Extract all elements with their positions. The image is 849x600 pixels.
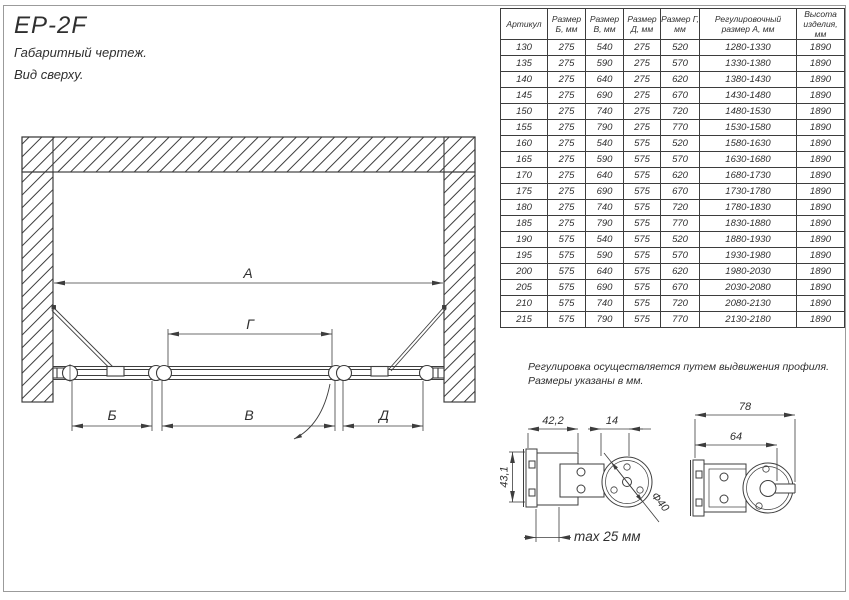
table-cell: 1890 <box>797 216 845 232</box>
dimension-d <box>343 381 423 431</box>
table-cell: 575 <box>548 232 586 248</box>
table-cell: 2030-2080 <box>700 280 797 296</box>
table-cell: 145 <box>501 88 548 104</box>
dim-label-g: Г <box>246 316 254 332</box>
table-cell: 1480-1530 <box>700 104 797 120</box>
table-cell: 740 <box>586 104 624 120</box>
table-cell: 170 <box>501 168 548 184</box>
table-cell: 670 <box>661 184 700 200</box>
table-cell: 180 <box>501 200 548 216</box>
detail-left-height-label: 43,1 <box>498 466 511 488</box>
table-cell: 275 <box>548 136 586 152</box>
table-cell: 200 <box>501 264 548 280</box>
table-cell: 1430-1480 <box>700 88 797 104</box>
table-cell: 575 <box>548 248 586 264</box>
table-cell: 150 <box>501 104 548 120</box>
detail-left-dim-adjust <box>524 507 571 542</box>
table-cell: 275 <box>624 104 661 120</box>
table-cell: 620 <box>661 264 700 280</box>
table-cell: 590 <box>586 56 624 72</box>
table-cell: 2130-2180 <box>700 312 797 328</box>
drawing-subtitle-1: Габаритный чертеж. <box>14 45 147 60</box>
detail-left-diameter-label: Ф40 <box>648 490 672 515</box>
table-cell: 770 <box>661 216 700 232</box>
table-cell: 275 <box>624 56 661 72</box>
table-cell: 575 <box>548 296 586 312</box>
brace-right-mount <box>371 367 388 377</box>
table-cell: 575 <box>624 264 661 280</box>
table-cell: 570 <box>661 152 700 168</box>
table-cell: 590 <box>586 152 624 168</box>
table-cell: 160 <box>501 136 548 152</box>
table-cell: 1890 <box>797 88 845 104</box>
table-cell: 190 <box>501 232 548 248</box>
detail-profile-extended <box>499 415 672 544</box>
table-cell: 575 <box>624 168 661 184</box>
table-cell: 210 <box>501 296 548 312</box>
table-cell: 620 <box>661 168 700 184</box>
table-cell: 1380-1430 <box>700 72 797 88</box>
table-cell: 1890 <box>797 72 845 88</box>
dimension-b <box>72 381 152 431</box>
detail-right-total-label: 78 <box>738 401 752 413</box>
table-cell: 1890 <box>797 168 845 184</box>
model-name: EP-2F <box>14 12 88 39</box>
brace-left <box>52 306 114 371</box>
table-cell: 720 <box>661 200 700 216</box>
roller-right <box>329 366 352 381</box>
table-header-cell: Артикул <box>501 9 548 40</box>
table-cell: 1890 <box>797 248 845 264</box>
table-cell: 770 <box>661 120 700 136</box>
table-cell: 520 <box>661 136 700 152</box>
detail-left-dim-height <box>509 452 525 502</box>
table-cell: 1780-1830 <box>700 200 797 216</box>
dim-label-v: В <box>244 407 254 423</box>
table-cell: 640 <box>586 168 624 184</box>
table-cell: 275 <box>548 168 586 184</box>
detail-left-adjust-label: max 25 мм <box>574 529 641 544</box>
table-cell: 640 <box>586 264 624 280</box>
table-cell: 520 <box>661 232 700 248</box>
table-cell: 1890 <box>797 184 845 200</box>
table-cell: 670 <box>661 88 700 104</box>
table-cell: 1730-1780 <box>700 184 797 200</box>
wall-left <box>22 137 53 402</box>
brace-right <box>389 306 446 372</box>
table-cell: 1930-1980 <box>700 248 797 264</box>
table-cell: 640 <box>586 72 624 88</box>
table-cell: 175 <box>501 184 548 200</box>
table-cell: 275 <box>548 200 586 216</box>
table-cell: 740 <box>586 296 624 312</box>
table-cell: 130 <box>501 40 548 56</box>
table-cell: 275 <box>624 72 661 88</box>
drawing-subtitle-2: Вид сверху. <box>14 67 84 82</box>
table-cell: 690 <box>586 280 624 296</box>
table-cell: 135 <box>501 56 548 72</box>
table-header-cell: Высота изделия, мм <box>797 9 845 40</box>
table-cell: 690 <box>586 88 624 104</box>
note-line-2: Размеры указаны в мм. <box>528 375 644 387</box>
table-cell: 195 <box>501 248 548 264</box>
detail-profile-retracted <box>691 401 797 516</box>
table-cell: 575 <box>624 280 661 296</box>
table-cell: 575 <box>548 280 586 296</box>
table-cell: 275 <box>624 40 661 56</box>
wall-top <box>22 137 475 172</box>
table-cell: 790 <box>586 120 624 136</box>
detail-left-slot-label: 14 <box>605 415 619 427</box>
table-cell: 1890 <box>797 232 845 248</box>
table-cell: 1890 <box>797 56 845 72</box>
brace-left-mount <box>107 367 124 377</box>
table-cell: 1680-1730 <box>700 168 797 184</box>
table-cell: 590 <box>586 248 624 264</box>
table-cell: 690 <box>586 184 624 200</box>
table-cell: 1890 <box>797 264 845 280</box>
table-cell: 185 <box>501 216 548 232</box>
table-cell: 1330-1380 <box>700 56 797 72</box>
table-cell: 275 <box>548 184 586 200</box>
table-cell: 570 <box>661 56 700 72</box>
table-cell: 155 <box>501 120 548 136</box>
table-cell: 575 <box>624 200 661 216</box>
main-top-view <box>22 137 475 439</box>
table-header-cell: Регулировочный размер А, мм <box>700 9 797 40</box>
table-cell: 1530-1580 <box>700 120 797 136</box>
table-cell: 540 <box>586 232 624 248</box>
table-cell: 2080-2130 <box>700 296 797 312</box>
table-cell: 275 <box>548 56 586 72</box>
detail-left-width-label: 42,2 <box>542 415 564 427</box>
table-cell: 275 <box>624 120 661 136</box>
dimension-g <box>168 329 332 367</box>
table-cell: 620 <box>661 72 700 88</box>
table-cell: 1880-1930 <box>700 232 797 248</box>
table-cell: 275 <box>548 40 586 56</box>
table-cell: 740 <box>586 200 624 216</box>
table-cell: 275 <box>548 216 586 232</box>
table-cell: 1280-1330 <box>700 40 797 56</box>
table-cell: 520 <box>661 40 700 56</box>
table-cell: 1630-1680 <box>700 152 797 168</box>
table-cell: 540 <box>586 40 624 56</box>
dim-label-d: Д <box>379 407 389 423</box>
roller-left <box>149 366 172 381</box>
table-cell: 670 <box>661 280 700 296</box>
detail-right-center-label: 64 <box>729 431 743 443</box>
table-cell: 1980-2030 <box>700 264 797 280</box>
table-cell: 205 <box>501 280 548 296</box>
table-cell: 1580-1630 <box>700 136 797 152</box>
table-cell: 575 <box>624 296 661 312</box>
table-cell: 215 <box>501 312 548 328</box>
table-cell: 1830-1880 <box>700 216 797 232</box>
table-cell: 1890 <box>797 200 845 216</box>
table-cell: 275 <box>548 88 586 104</box>
table-cell: 575 <box>624 152 661 168</box>
table-cell: 575 <box>624 216 661 232</box>
detail-left-dim-slot <box>588 429 651 456</box>
table-cell: 1890 <box>797 104 845 120</box>
table-header-cell: Размер Д, мм <box>624 9 661 40</box>
table-cell: 1890 <box>797 152 845 168</box>
table-header-cell: Размер В, мм <box>586 9 624 40</box>
table-cell: 540 <box>586 136 624 152</box>
table-cell: 575 <box>548 264 586 280</box>
table-cell: 575 <box>624 312 661 328</box>
table-cell: 275 <box>548 152 586 168</box>
table-cell: 790 <box>586 216 624 232</box>
note-line-1: Регулировка осуществляется путем выдвижения профиля. <box>528 361 830 373</box>
table-cell: 275 <box>548 120 586 136</box>
table-cell: 720 <box>661 104 700 120</box>
table-cell: 275 <box>624 88 661 104</box>
table-cell: 575 <box>624 136 661 152</box>
dim-label-b: Б <box>107 407 117 423</box>
table-header-cell: Размер Б, мм <box>548 9 586 40</box>
table-cell: 570 <box>661 248 700 264</box>
table-cell: 575 <box>624 184 661 200</box>
table-cell: 140 <box>501 72 548 88</box>
table-cell: 1890 <box>797 120 845 136</box>
table-cell: 770 <box>661 312 700 328</box>
table-cell: 165 <box>501 152 548 168</box>
wall-bracket-right <box>420 366 445 381</box>
table-cell: 1890 <box>797 136 845 152</box>
dimension-v <box>162 381 335 431</box>
table-cell: 790 <box>586 312 624 328</box>
door-swing-arrow <box>294 384 330 439</box>
table-cell: 1890 <box>797 280 845 296</box>
table-cell: 275 <box>548 72 586 88</box>
table-header-cell: Размер Г, мм <box>661 9 700 40</box>
table-cell: 720 <box>661 296 700 312</box>
table-cell: 575 <box>624 248 661 264</box>
table-cell: 1890 <box>797 312 845 328</box>
dim-label-a: А <box>243 265 253 281</box>
table-cell: 275 <box>548 104 586 120</box>
wall-right <box>444 137 475 402</box>
table-cell: 1890 <box>797 40 845 56</box>
table-cell: 575 <box>548 312 586 328</box>
table-cell: 575 <box>624 232 661 248</box>
table-cell: 1890 <box>797 296 845 312</box>
